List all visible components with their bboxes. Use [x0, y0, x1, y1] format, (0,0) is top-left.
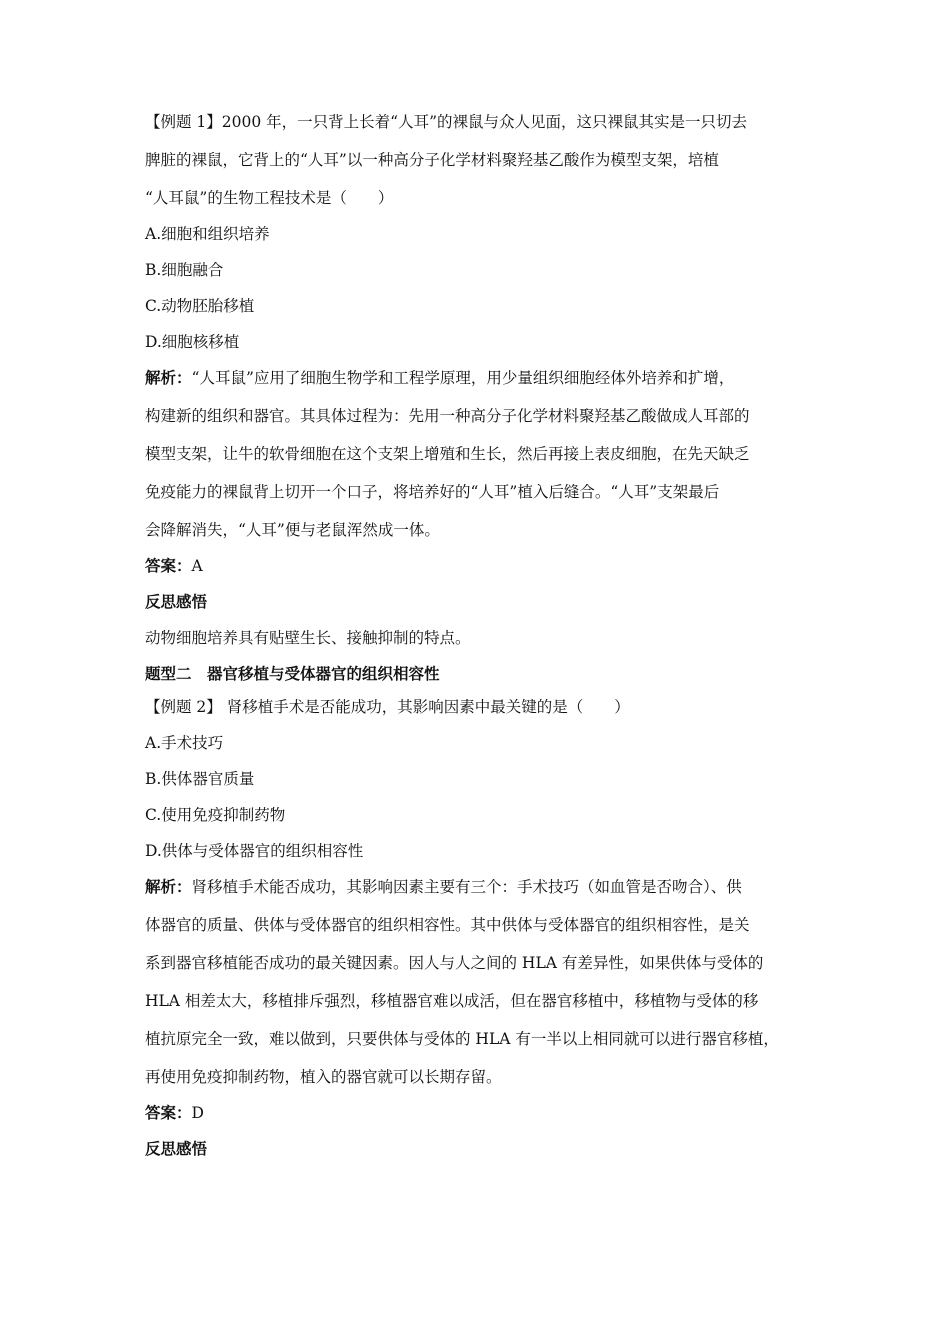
example1-answer — [145, 556, 825, 576]
example2-reflection-title: 反思感悟 — [145, 1140, 208, 1158]
example2-analysis-label: 解析： — [145, 878, 192, 896]
example1-answer-label: 答案： — [145, 557, 192, 575]
example2-analysis-text: 肾移植手术能否成功，其影响因素主要有三个：手术技巧（如血管是否吻合）、供 — [191, 878, 742, 896]
example2-analysis-line: 系到器官移植能否成功的最关键因素。因人与人之间的 HLA 有差异性，如果供体与受体的 — [145, 954, 764, 972]
example1-option-a: A.细胞和组织培养 — [145, 225, 270, 243]
example1-analysis-label: 解析： — [145, 369, 192, 387]
example2-answer-value: D — [191, 1104, 204, 1122]
document-page — [145, 112, 825, 1175]
example1-analysis-line: 会降解消失，“人耳”便与老鼠浑然成一体。 — [145, 521, 440, 539]
example1-analysis — [145, 368, 825, 540]
example2-answer-label: 答案： — [145, 1104, 192, 1122]
example1-reflection-title: 反思感悟 — [145, 593, 208, 611]
example2-analysis-line: HLA 相差太大，移植排斥强烈，移植器官难以成活，但在器官移植中，移植物与受体的移 — [145, 992, 759, 1010]
example2-option-c: C.使用免疫抑制药物 — [145, 806, 286, 824]
example2-analysis-line: 体器官的质量、供体与受体器官的组织相容性。其中供体与受体器官的组织相容性，是关 — [145, 916, 750, 934]
example1-analysis-line: 模型支架，让牛的软骨细胞在这个支架上增殖和生长，然后再接上表皮细胞，在先天缺乏 — [145, 445, 750, 463]
example2-analysis-line: 再使用免疫抑制药物，植入的器官就可以长期存留。 — [145, 1068, 502, 1086]
example1-analysis-line — [145, 368, 825, 388]
example2-option-b: B.供体器官质量 — [145, 770, 255, 788]
example2-question: 【例题 2】 肾移植手术是否能成功，其影响因素中最关键的是（ ） — [145, 698, 630, 716]
example1-question-line: 【例题 1】2000 年，一只背上长着“人耳”的裸鼠与众人见面，这只裸鼠其实是一只切去 — [145, 113, 748, 131]
example1-analysis-text: “人耳鼠”应用了细胞生物学和工程学原理，用少量组织细胞经体外培养和扩增， — [191, 369, 735, 387]
example1-option-b: B.细胞融合 — [145, 261, 224, 279]
example2-analysis — [145, 877, 825, 1087]
example2-option-d: D.供体与受体器官的组织相容性 — [145, 842, 364, 860]
example2-option-a: A.手术技巧 — [145, 734, 224, 752]
example1-analysis-line: 构建新的组织和器官。其具体过程为：先用一种高分子化学材料聚羟基乙酸做成人耳部的 — [145, 407, 750, 425]
example1-reflection-text: 动物细胞培养具有贴壁生长、接触抑制的特点。 — [145, 629, 471, 647]
example1-answer-value: A — [191, 557, 203, 575]
example1-question — [145, 112, 825, 208]
example2-answer — [145, 1103, 825, 1123]
example2-analysis-line — [145, 877, 825, 897]
example1-option-d: D.细胞核移植 — [145, 333, 240, 351]
example1-question-line: 脾脏的裸鼠，它背上的“人耳”以一种高分子化学材料聚羟基乙酸作为模型支架，培植 — [145, 151, 719, 169]
section-title: 题型二 器官移植与受体器官的组织相容性 — [145, 665, 440, 683]
example1-analysis-line: 免疫能力的裸鼠背上切开一个口子，将培养好的“人耳”植入后缝合。“人耳”支架最后 — [145, 483, 720, 501]
example1-question-line: “人耳鼠”的生物工程技术是（ ） — [145, 189, 394, 207]
example1-option-c: C.动物胚胎移植 — [145, 297, 255, 315]
example2-analysis-line: 植抗原完全一致，难以做到，只要供体与受体的 HLA 有一半以上相同就可以进行器官移植， — [145, 1030, 779, 1048]
